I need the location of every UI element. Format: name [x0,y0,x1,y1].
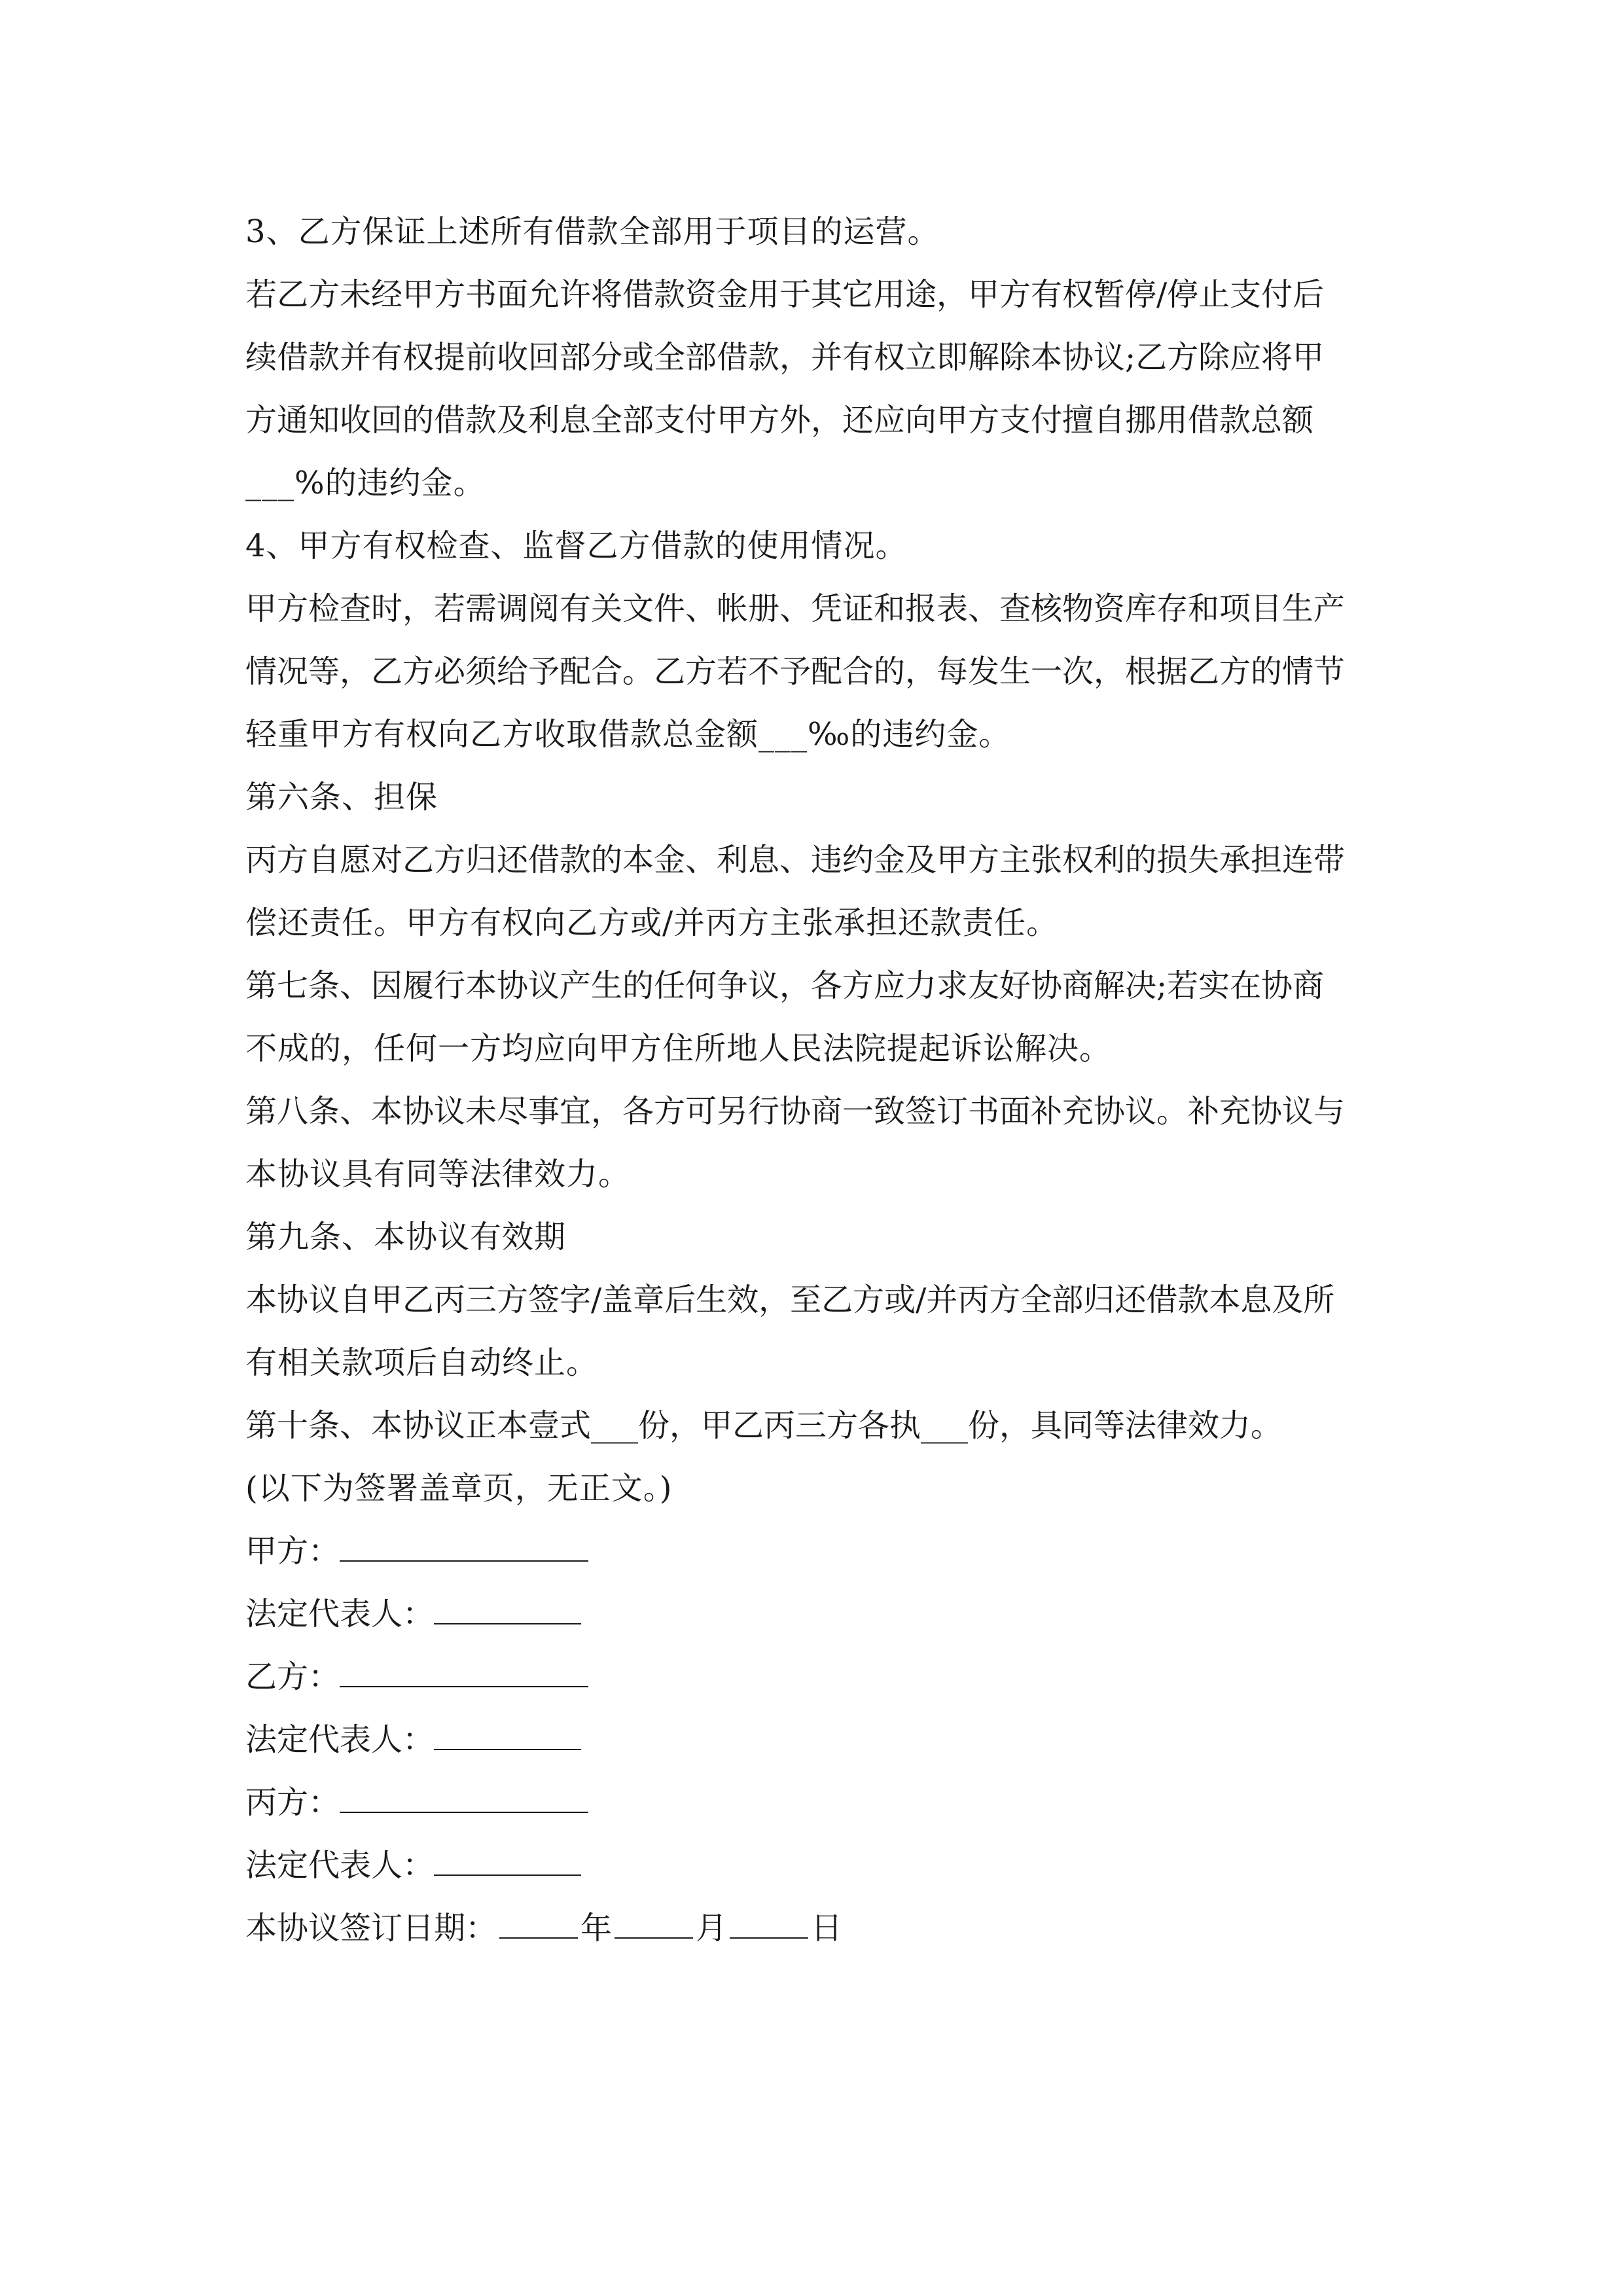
date-month-label: 月 [696,1910,728,1946]
signing-date-row [245,1897,1397,1960]
party-a-label: 甲方： [245,1533,340,1570]
party-b-signature-blank[interactable] [340,1649,588,1687]
party-b-label: 乙方： [245,1659,340,1695]
clause-3-text-line-3: 方通知收回的借款及利息全部支付甲方外，还应向甲方支付擅自挪用借款总额 [245,402,1314,439]
article-8-line-2: 本协议具有同等法律效力。 [245,1156,631,1193]
clause-3-text-line-4: ___%的违约金。 [245,465,486,501]
signing-date-label: 本协议签订日期： [245,1910,497,1946]
party-c-signature-row [245,1771,1397,1834]
clause-3-heading: 3、乙方保证上述所有借款全部用于项目的运营。 [245,213,940,250]
date-year-label: 年 [580,1910,613,1946]
clause-4-heading: 4、甲方有权检查、监督乙方借款的使用情况。 [245,528,908,564]
article-9-text-line-1: 本协议自甲乙丙三方签字/盖章后生效，至乙方或/并丙方全部归还借款本息及所 [245,1282,1335,1318]
clause-3-text-line-2: 续借款并有权提前收回部分或全部借款，并有权立即解除本协议;乙方除应将甲 [245,339,1325,376]
party-b-signature-row [245,1645,1397,1708]
article-6-text-line-2: 偿还责任。甲方有权向乙方或/并丙方主张承担还款责任。 [245,905,1059,941]
party-b-rep-signature-row [245,1708,1397,1771]
article-7-line-1: 第七条、因履行本协议产生的任何争议，各方应力求友好协商解决;若实在协商 [245,967,1325,1004]
party-b-rep-label: 法定代表人： [245,1721,435,1758]
party-a-rep-signature-row [245,1583,1397,1645]
party-a-signature-row [245,1520,1397,1583]
party-a-rep-label: 法定代表人： [245,1596,435,1632]
article-9-heading: 第九条、本协议有效期 [245,1219,567,1255]
document-body [245,200,1397,1960]
party-b-rep-signature-blank[interactable] [434,1712,581,1750]
party-c-label: 丙方： [245,1784,340,1821]
party-a-signature-blank[interactable] [340,1524,588,1562]
date-month-blank[interactable] [615,1901,693,1939]
article-6-text-line-1: 丙方自愿对乙方归还借款的本金、利息、违约金及甲方主张权利的损失承担连带 [245,842,1346,878]
clause-4-text-line-2: 情况等，乙方必须给予配合。乙方若不予配合的，每发生一次，根据乙方的情节 [245,653,1346,690]
party-c-rep-signature-blank[interactable] [434,1838,581,1876]
clause-3-text-line-1: 若乙方未经甲方书面允许将借款资金用于其它用途，甲方有权暂停/停止支付后 [245,276,1325,313]
party-c-rep-signature-row [245,1834,1397,1897]
article-10-line: 第十条、本协议正本壹式___份，甲乙丙三方各执___份，具同等法律效力。 [245,1407,1283,1444]
date-day-blank[interactable] [730,1901,808,1939]
signature-page-note: (以下为签署盖章页，无正文。) [245,1470,673,1507]
date-day-label: 日 [811,1910,843,1946]
article-8-line-1: 第八条、本协议未尽事宜，各方可另行协商一致签订书面补充协议。补充协议与 [245,1093,1346,1130]
party-c-signature-blank[interactable] [340,1775,588,1813]
article-7-line-2: 不成的，任何一方均应向甲方住所地人民法院提起诉讼解决。 [245,1030,1112,1067]
article-6-heading: 第六条、担保 [245,779,438,816]
date-year-blank[interactable] [499,1901,578,1939]
article-9-text-line-2: 有相关款项后自动终止。 [245,1344,599,1381]
party-a-rep-signature-blank[interactable] [434,1587,581,1624]
clause-4-text-line-3: 轻重甲方有权向乙方收取借款总金额___‰的违约金。 [245,716,1011,753]
clause-4-text-line-1: 甲方检查时，若需调阅有关文件、帐册、凭证和报表、查核物资库存和项目生产 [245,590,1346,627]
party-c-rep-label: 法定代表人： [245,1847,435,1884]
